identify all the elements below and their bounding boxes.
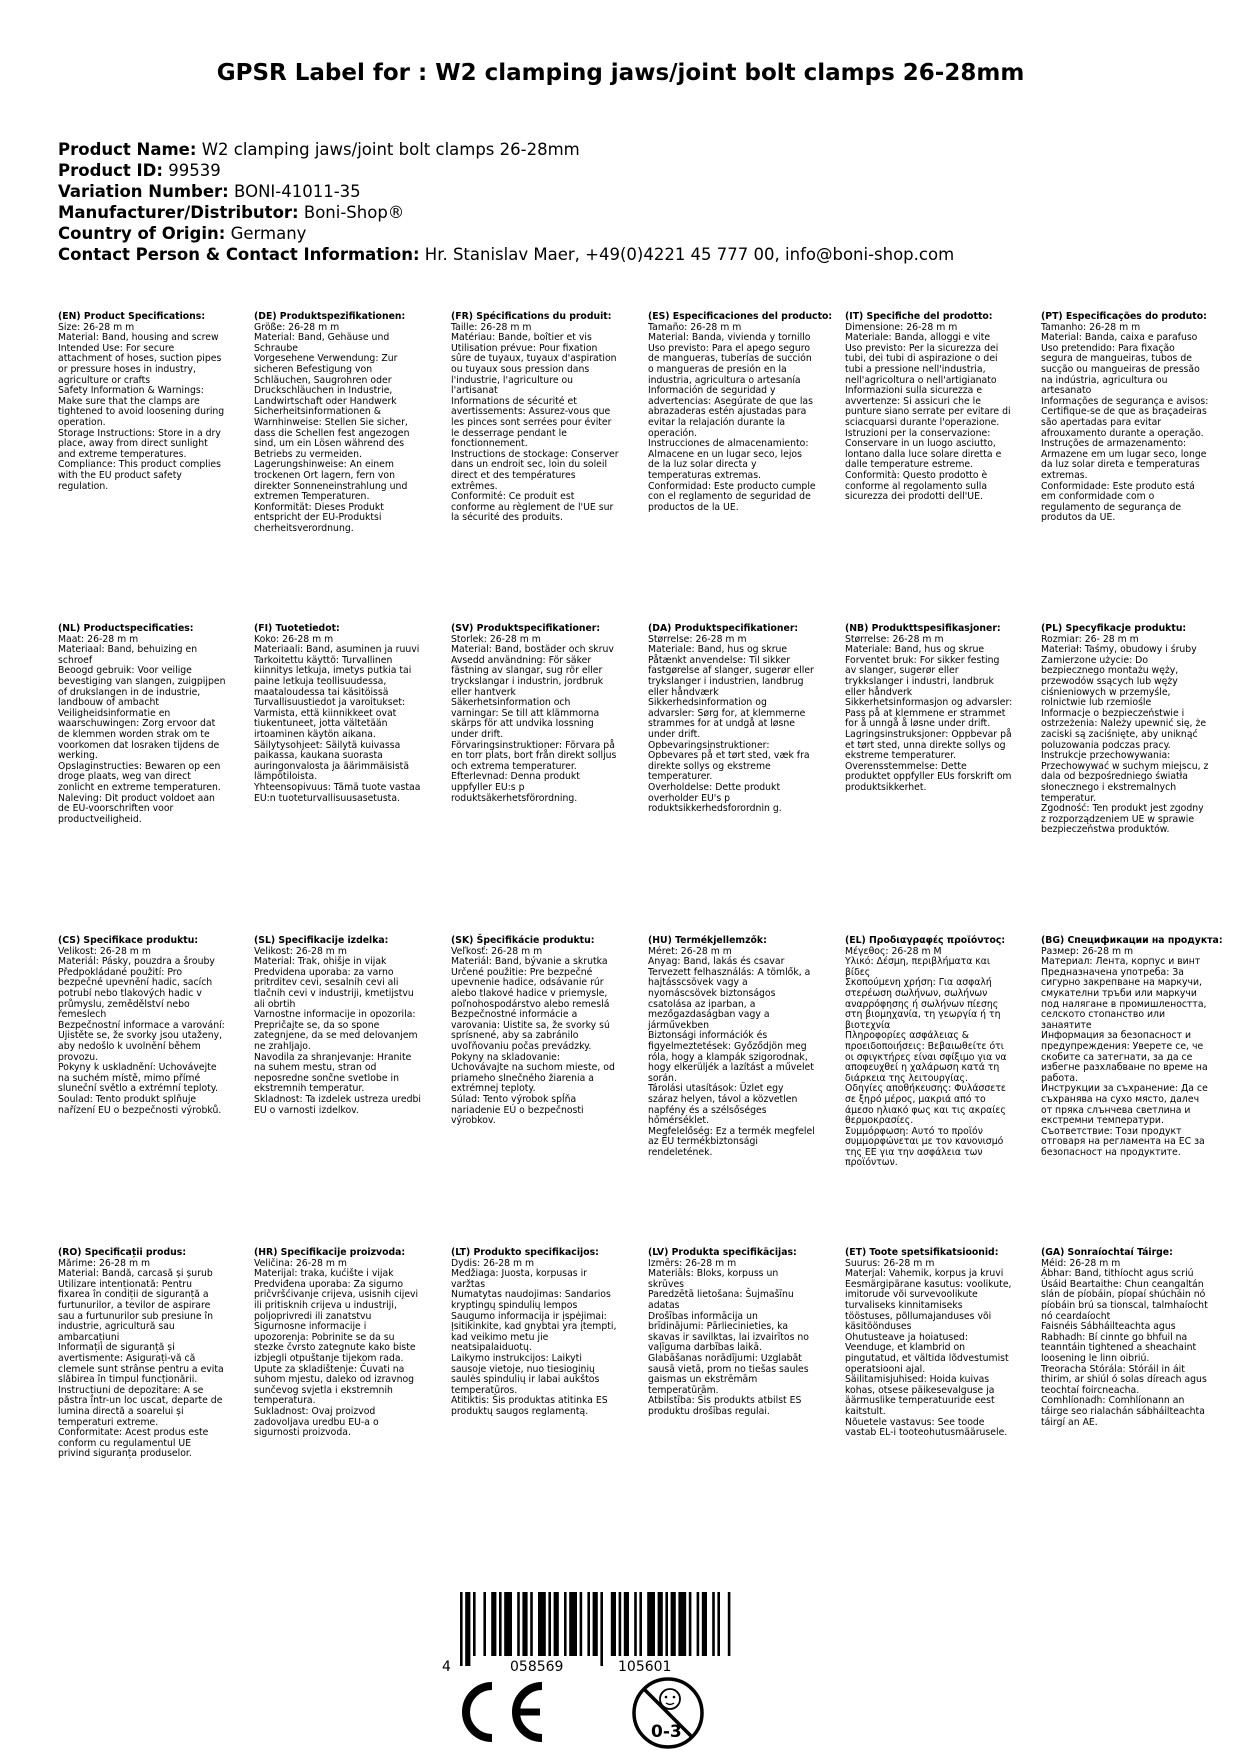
barcode-bar bbox=[647, 1592, 655, 1656]
barcode-bar bbox=[665, 1592, 668, 1656]
barcode-bar bbox=[564, 1592, 567, 1656]
spec-line: Veľkosť: 26-28 m m bbox=[451, 945, 543, 957]
spec-line: Conformitate: Acest produs este conform cu regulamentul UE privind siguranța produselor. bbox=[58, 1427, 209, 1460]
spec-line: Soulad: Tento produkt splňuje nařízení EU o bezpečnosti výrobků. bbox=[58, 1093, 222, 1116]
spec-line: Πληροφορίες ασφάλειας & προειδοποιήσεις: Βεβαιωθείτε ότι οι σφιγκτήρες είναι σφίξιμο για να αποφευχθεί η χαλάρωση κατά τη διάρκεια της λειτουργίας. bbox=[845, 1030, 1007, 1084]
spec-line: Materiał: Taśmy, obudowy i śruby bbox=[1041, 644, 1197, 656]
spec-line: Tárolási utasítások: Üzlet egy száraz helyen, távol a közvetlen napfény és a szélsőséges hőmérséklet. bbox=[648, 1083, 798, 1127]
spec-heading: (LV) Produkta specifikācijas: bbox=[648, 1247, 797, 1258]
spec-line: Predviđena uporaba: Za sigurno pričvršćivanje crijeva, usisnih cijevi ili pritisknih crijeva u industriji, poljoprivredi ili zanatstvu bbox=[254, 1278, 419, 1322]
spec-line: Materijal: traka, kućište i vijak bbox=[254, 1268, 394, 1280]
spec-line: Sicherheitsinformationen & Warnhinweise: Stellen Sie sicher, dass die Schellen fest angezogen sind, um ein Lösen während des Betriebs zu vermeiden. bbox=[254, 406, 410, 460]
spec-line: Súlad: Tento výrobok spĺňa nariadenie EÚ o bezpečnosti výrobkov. bbox=[451, 1093, 584, 1127]
barcode-bar bbox=[473, 1592, 476, 1656]
spec-heading: (FI) Tuotetiedot: bbox=[254, 623, 340, 634]
country-row bbox=[58, 223, 954, 244]
spec-line: Určené použitie: Pre bezpečné upevnenie hadice, odsávanie rúr alebo tlakové hadice v priemysle, poľnohospodárstvo alebo remeslá bbox=[451, 966, 610, 1010]
spec-line: Efterlevnad: Denna produkt uppfyller EU:s p roduktsäkerhetsförordning. bbox=[451, 771, 580, 804]
spec-heading: (DE) Produktspezifikationen: bbox=[254, 311, 406, 322]
spec-line: Informations de sécurité et avertissements: Assurez-vous que les pinces sont serrées pour éviter le desserrage pendant le fonctionnement. bbox=[451, 395, 612, 450]
barcode-bar bbox=[611, 1592, 616, 1656]
spec-line: Größe: 26-28 m m bbox=[254, 321, 340, 333]
spec-line: Съответствие: Този продукт отговаря на регламента на ЕС за безопасност на продуктите. bbox=[1041, 1125, 1205, 1158]
spec-block bbox=[845, 624, 1013, 794]
spec-line: Comhlíonadh: Comhlíonann an táirge seo rialachán sábháilteachta táirgí an AE. bbox=[1041, 1395, 1205, 1428]
manufacturer-value: Boni-Shop® bbox=[303, 203, 405, 222]
spec-line: Lagerungshinweise: An einem trockenen Ort lagern, fern von direkter Sonneneinstrahlung und extremen Temperaturen. bbox=[254, 459, 408, 503]
product-info bbox=[58, 139, 954, 265]
barcode-bar bbox=[600, 1592, 603, 1666]
spec-line: Materiāls: Bloks, korpuss un skrūves bbox=[648, 1268, 779, 1290]
spec-line: Συμμόρφωση: Αυτό το προϊόν συμμορφώνεται με τον κανονισμό της ΕΕ για την ασφάλεια των προϊόντων. bbox=[845, 1125, 1004, 1169]
spec-line: Vorgesehene Verwendung: Zur sicheren Befestigung von Schläuchen, Saugrohren oder Druckschläuchen in Industrie, Landwirtschaft oder Handwerk bbox=[254, 353, 398, 407]
barcode-bar bbox=[580, 1592, 583, 1656]
age-warning-icon bbox=[630, 1675, 706, 1751]
spec-heading: (EL) Προδιαγραφές προϊόντος: bbox=[845, 935, 1006, 946]
spec-line: Forventet bruk: For sikker festing av slanger, sugerør eller trykkslanger i industri, landbruk eller håndverk bbox=[845, 654, 1000, 698]
spec-line: Μέγεθος: 26-28 m M bbox=[845, 945, 942, 957]
spec-line: Drošības informācija un brīdinājumi: Pārliecinieties, ka skavas ir savilktas, lai izvairītos no vaļīguma darbības laikā. bbox=[648, 1310, 809, 1354]
spec-line: Méret: 26-28 m m bbox=[648, 945, 732, 957]
spec-block bbox=[845, 312, 1013, 503]
spec-heading: (CS) Specifikace produktu: bbox=[58, 935, 199, 946]
spec-line: Material: Band, bostäder och skruv bbox=[451, 644, 614, 656]
spec-line: Uso pretendido: Para fixação segura de mangueiras, tubos de sucção ou mangueiras de pressão na indústria, agricultura ou artesanato bbox=[1041, 342, 1200, 397]
spec-line: Sikkerhedsinformation og advarsler: Sørg for, at klemmerne strammes for at undgå at løsne under drift. bbox=[648, 697, 806, 740]
spec-line: Faisnéis Sábháilteachta agus Rabhadh: Bí cinnte go bhfuil na teanntáin tightened a sheachaint loosening le linn oibriú. bbox=[1041, 1321, 1197, 1364]
spec-line: Materiál: Band, bývanie a skrutka bbox=[451, 956, 608, 968]
spec-line: Tamanho: 26-28 m m bbox=[1041, 321, 1141, 333]
spec-block bbox=[254, 936, 422, 1116]
barcode-bar bbox=[717, 1592, 720, 1656]
spec-line: Paredzētā lietošana: Šujmašīnu adatas bbox=[648, 1289, 794, 1311]
spec-line: Compliance: This product complies with the EU product safety regulation. bbox=[58, 459, 221, 492]
spec-line: Pokyny k uskladnění: Uchovávejte na suchém místě, mimo přímé sluneční světlo a extrémní teploty. bbox=[58, 1062, 218, 1095]
spec-block bbox=[254, 624, 422, 804]
variation-number-value: BONI-41011-35 bbox=[234, 182, 361, 201]
spec-line: Overholdelse: Dette produkt overholder EU's p roduktsikkerhedsforordnin g. bbox=[648, 781, 782, 815]
spec-line: Laikymo instrukcijos: Laikyti sausoje vietoje, nuo tiesioginių saulės spindulių ir labai aukštos temperatūros. bbox=[451, 1352, 600, 1396]
spec-line: Material: Bandă, carcasă și șurub bbox=[58, 1268, 213, 1280]
spec-line: Navodila za shranjevanje: Hranite na suhem mestu, stran od neposredne sončne svetlobe in ekstremnih temperatur. bbox=[254, 1051, 412, 1095]
barcode-bar bbox=[697, 1592, 700, 1656]
spec-line: Instrukcje przechowywania: Przechowywać w suchym miejscu, z dala od bezpośredniego światła słonecznego i ekstremalnych temperatur. bbox=[1041, 750, 1209, 804]
barcode-bar bbox=[639, 1592, 642, 1656]
spec-line: Οδηγίες αποθήκευσης: Φυλάσσετε σε ξηρό μέρος, μακριά από το άμεσο ηλιακό φως και τις ακραίες θερμοκρασίες. bbox=[845, 1083, 1006, 1127]
spec-line: Instructions de stockage: Conserver dans un endroit sec, loin du soleil direct et des températures extrêmes. bbox=[451, 448, 619, 492]
spec-line: Material: Band, Gehäuse und Schraube bbox=[254, 332, 390, 354]
spec-heading: (LT) Produkto specifikacijos: bbox=[451, 1247, 599, 1258]
barcode-bar bbox=[491, 1592, 496, 1656]
product-id-label: Product ID: bbox=[58, 161, 163, 180]
spec-line: Size: 26-28 m m bbox=[58, 321, 135, 333]
spec-line: Anyag: Band, lakás és csavar bbox=[648, 956, 785, 968]
spec-line: Размер: 26-28 m m bbox=[1041, 945, 1134, 957]
spec-block bbox=[254, 312, 422, 534]
barcode-bar bbox=[504, 1592, 512, 1656]
barcode-bar bbox=[728, 1592, 731, 1656]
spec-line: Предназначена употреба: За сигурно закрепване на маркучи, смукателни тръби или маркучи под налягане в промишлеността, селското стопанство или занаятите bbox=[1041, 966, 1207, 1031]
spec-line: Informações de segurança e avisos: Certifique-se de que as braçadeiras são apertadas para evitar afrouxamento durante a operação. bbox=[1041, 395, 1209, 439]
country-value: Germany bbox=[230, 224, 307, 243]
spec-line: Instrucciones de almacenamiento: Almacene en un lugar seco, lejos de la luz solar directa y temperaturas extremas. bbox=[648, 438, 809, 481]
spec-line: Säilytysohjeet: Säilytä kuivassa paikassa, kaukana suorasta auringonvalosta ja äärimmäisistä lämpötiloista. bbox=[254, 739, 410, 783]
page-title: GPSR Label for : W2 clamping jaws/joint bolt clamps 26-28mm bbox=[216, 60, 1025, 86]
spec-heading: (SL) Specifikacije izdelka: bbox=[254, 935, 389, 946]
spec-block bbox=[451, 1248, 619, 1418]
spec-line: Ábhar: Band, tithíocht agus scriú bbox=[1041, 1268, 1194, 1280]
barcode-bar bbox=[712, 1592, 715, 1656]
spec-block bbox=[451, 312, 619, 524]
spec-line: Uso previsto: Para el apego seguro de mangueras, tuberías de succión o mangueras de presión en la industria, agricultura o artesanía bbox=[648, 342, 812, 386]
barcode-bar bbox=[624, 1592, 629, 1656]
spec-heading: (PL) Specyfikacje produktu: bbox=[1041, 623, 1187, 634]
product-name-label: Product Name: bbox=[58, 140, 197, 159]
spec-block bbox=[1041, 1248, 1209, 1428]
spec-block bbox=[1041, 935, 1223, 1158]
barcode-bar bbox=[593, 1592, 598, 1656]
spec-line: Materiál: Pásky, pouzdra a šrouby bbox=[58, 956, 215, 968]
spec-line: Storage Instructions: Store in a dry place, away from direct sunlight and extreme temperatures. bbox=[58, 427, 221, 460]
barcode-bar bbox=[530, 1592, 533, 1656]
spec-line: Materiaal: Band, behuizing en schroef bbox=[58, 644, 198, 666]
manufacturer-label: Manufacturer/Distributor: bbox=[58, 203, 299, 222]
spec-line: Bezpečnostné informácie a varovania: Uistite sa, že svorky sú sprísnené, aby sa zabránilo uvoľňovaniu počas prevádzky. bbox=[451, 1009, 610, 1052]
spec-block bbox=[451, 936, 619, 1127]
spec-line: Ohutusteave ja hoiatused: Veenduge, et klambrid on pingutatud, et vältida lõdvestumist operatsiooni ajal. bbox=[845, 1331, 1009, 1375]
spec-heading: (SK) Špecifikácie produktu: bbox=[451, 935, 595, 946]
spec-line: Zgodność: Ten produkt jest zgodny z rozporządzeniem UE w sprawie bezpieczeństwa produktów. bbox=[1041, 803, 1204, 836]
spec-line: Informații de siguranță și avertismente: Asigurați-vă că clemele sunt strânse pentru a evita slăbirea în timpul funcționării. bbox=[58, 1342, 224, 1386]
spec-line: Velikost: 26-28 m m bbox=[254, 945, 347, 957]
spec-line: Intended Use: For secure attachment of hoses, suction pipes or pressure hoses in industry, agriculture or crafts bbox=[58, 342, 222, 386]
barcode-bar bbox=[658, 1592, 663, 1656]
variation-number-label: Variation Number: bbox=[58, 182, 229, 201]
spec-line: Taille: 26-28 m m bbox=[451, 321, 532, 333]
spec-line: Turvallisuustiedot ja varoitukset: Varmista, että kiinnikkeet ovat tiukentuneet, jotta vältetään irtoaminen käytön aikana. bbox=[254, 697, 406, 740]
spec-line: Opbevaringsinstruktioner: Opbevares på et tørt sted, væk fra direkte sollys og ekstreme temperaturer. bbox=[648, 739, 810, 783]
spec-line: Safety Information & Warnings: Make sure that the clamps are tightened to avoid loosening during operation. bbox=[58, 385, 225, 428]
spec-heading: (NL) Productspecificaties: bbox=[58, 623, 194, 634]
spec-line: Beoogd gebruik: Voor veilige bevestiging van slangen, zuigpijpen of drukslangen in de industrie, landbouw of ambacht bbox=[58, 665, 226, 709]
spec-line: Velikost: 26-28 m m bbox=[58, 945, 151, 957]
spec-line: Sigurnosne informacije i upozorenja: Pobrinite se da su stezke čvrsto zategnute kako biste izbjegli otpuštanje tijekom rada. bbox=[254, 1321, 416, 1364]
spec-line: Méid: 26-28 m m bbox=[1041, 1257, 1121, 1269]
barcode-bar bbox=[460, 1592, 463, 1666]
barcode-bar bbox=[587, 1592, 590, 1656]
spec-line: Materjal: Vahemik, korpus ja kruvi bbox=[845, 1268, 1004, 1280]
contact-label: Contact Person & Contact Information: bbox=[58, 245, 420, 264]
barcode-bar bbox=[689, 1592, 692, 1656]
spec-line: Størrelse: 26-28 m m bbox=[845, 633, 944, 645]
spec-heading: (EN) Product Specifications: bbox=[58, 311, 206, 322]
spec-heading: (HU) Termékjellemzők: bbox=[648, 935, 767, 946]
spec-block bbox=[58, 1248, 226, 1460]
barcode-bar bbox=[678, 1592, 686, 1656]
barcode-digit-lead: 4 bbox=[442, 1659, 451, 1674]
barcode bbox=[438, 1590, 746, 1674]
spec-line: Atbilstība: Šis produkts atbilst ES produktu drošības regulai. bbox=[648, 1395, 802, 1417]
spec-line: Tamaño: 26-28 m m bbox=[648, 321, 742, 333]
spec-line: Předpokládané použití: Pro bezpečné upevnění hadic, sacích potrubí nebo tlakových hadic v průmyslu, zemědělství nebo řemeslech bbox=[58, 966, 213, 1021]
spec-line: Glabāšanas norādījumi: Uzglabāt sausā vietā, prom no tiešas saules gaismas un ekstrēmām temperatūrām. bbox=[648, 1352, 809, 1396]
spec-line: Treoracha Stórála: Stóráil in áit thirim, ar shiúl ó solas díreach agus teochtaí foircneacha. bbox=[1041, 1363, 1207, 1396]
spec-line: Material: Band, housing and screw bbox=[58, 332, 219, 344]
spec-heading: (BG) Спецификации на продукта: bbox=[1041, 935, 1223, 946]
spec-line: Overensstemmelse: Dette produktet oppfyller EUs forskrift om produktsikkerhet. bbox=[845, 760, 1012, 793]
spec-line: Materiale: Band, hus og skrue bbox=[845, 644, 985, 656]
spec-heading: (ET) Toote spetsifikatsioonid: bbox=[845, 1247, 999, 1258]
spec-block bbox=[648, 311, 833, 513]
spec-line: Informazioni sulla sicurezza e avvertenze: Si assicuri che le punture siano serrate per evitare di sciacquarsi durante l'operazione. bbox=[845, 385, 1011, 428]
spec-line: Dimensione: 26-28 m m bbox=[845, 321, 958, 333]
spec-line: Σκοπούμενη χρήση: Για ασφαλή στερέωση σωλήνων, σωλήνων αναρρόφησης ή σωλήνων πίεσης στη βιομηχανία, τη γεωργία ή τη βιοτεχνία bbox=[845, 977, 1001, 1031]
barcode-bar bbox=[522, 1592, 527, 1656]
spec-heading: (NB) Produkttspesifikasjoner: bbox=[845, 623, 1001, 634]
spec-line: Material: Trak, ohišje in vijak bbox=[254, 956, 387, 968]
spec-line: Säilitamisjuhised: Hoida kuivas kohas, otsese päikesevalguse ja äärmuslike temperatuuride eest kaitstult. bbox=[845, 1374, 995, 1417]
spec-line: Naleving: Dit product voldoet aan de EU-voorschriften voor productveiligheid. bbox=[58, 792, 215, 825]
spec-line: Atitiktis: Šis produktas atitinka ES produktų saugos reglamentą. bbox=[451, 1395, 608, 1417]
spec-heading: (HR) Specifikacije proizvoda: bbox=[254, 1247, 406, 1258]
barcode-bar bbox=[483, 1592, 486, 1656]
barcode-bars bbox=[460, 1592, 730, 1666]
spec-line: Størrelse: 26-28 m m bbox=[648, 633, 747, 645]
spec-line: Bezpečnostní informace a varování: Ujistěte se, že svorky jsou utaženy, aby nedošlo k uvolnění během provozu. bbox=[58, 1019, 225, 1063]
spec-block bbox=[1041, 624, 1209, 836]
spec-line: Biztonsági információk és figyelmeztetések: Győződjön meg róla, hogy a klampák szigorodnak, hogy elkerüljék a lazítást a művelet során. bbox=[648, 1030, 814, 1084]
spec-line: Opslaginstructies: Bewaren op een droge plaats, weg van direct zonlicht en extreme temperaturen. bbox=[58, 760, 221, 793]
spec-line: Maat: 26-28 m m bbox=[58, 633, 139, 645]
spec-line: Pokyny na skladovanie: Uchovávajte na suchom mieste, od priameho slnečného žiarenia a extrémnej teploty. bbox=[451, 1051, 615, 1095]
spec-line: Dydis: 26-28 m m bbox=[451, 1257, 535, 1269]
spec-line: Conformidade: Este produto está em conformidade com o regulamento de segurança de produtos da UE. bbox=[1041, 480, 1195, 524]
spec-line: Skladnost: Ta izdelek ustreza uredbi EU o varnosti izdelkov. bbox=[254, 1093, 422, 1116]
spec-line: Varnostne informacije in opozorila: Prepričajte se, da so spone zategnjene, da se med delovanjem ne zrahljajo. bbox=[254, 1009, 418, 1052]
baby-face-icon bbox=[660, 1689, 680, 1709]
barcode-bar bbox=[569, 1592, 577, 1656]
spec-heading: (DA) Produktspecifikationer: bbox=[648, 623, 799, 634]
spec-line: Säkerhetsinformation och varningar: Se till att klämmorna skärps för att undvika lossning under drift. bbox=[451, 697, 600, 740]
product-name-value: W2 clamping jaws/joint bolt clamps 26-28mm bbox=[201, 140, 580, 159]
spec-line: Mărime: 26-28 m m bbox=[58, 1257, 151, 1269]
spec-line: Veiligheidsinformatie en waarschuwingen: Zorg ervoor dat de klemmen worden strak om te voorkomen dat losraken tijdens de werking. bbox=[58, 707, 220, 762]
product-id-value: 99539 bbox=[168, 161, 221, 180]
barcode-bar bbox=[499, 1592, 502, 1656]
spec-line: Förvaringsinstruktioner: Förvara på en torr plats, bort från direkt solljus och extrema temperaturer. bbox=[451, 739, 617, 772]
spec-line: Material: Banda, vivienda y tornillo bbox=[648, 332, 811, 344]
spec-block bbox=[451, 624, 619, 804]
spec-line: Tarkoitettu käyttö: Turvallinen kiinnitys letkuja, imetys putkia tai paine letkuja teollisuudessa, maataloudessa tai käsitöissä bbox=[254, 654, 412, 698]
spec-line: Sukladnost: Ovaj proizvod zadovoljava uredbu EU-a o sigurnosti proizvoda. bbox=[254, 1405, 379, 1439]
spec-line: Matériau: Bande, boîtier et vis bbox=[451, 332, 592, 344]
spec-line: Eesmärgipärane kasutus: voolikute, imitorude või survevoolikute turvaliseks kinnitamiseks tööstuses, põllumajanduses või käsitöönduses bbox=[845, 1278, 1012, 1333]
spec-line: Zamierzone użycie: Do bezpiecznego montażu węży, przewodów ssących lub węży ciśnieniowych w przemyśle, rolnictwie lub rzemiośle bbox=[1041, 654, 1179, 709]
spec-line: Material: Banda, caixa e parafuso bbox=[1041, 332, 1198, 344]
barcode-bar bbox=[465, 1592, 470, 1666]
variation-number-row bbox=[58, 181, 954, 202]
spec-line: Tervezett felhasználás: A tömlők, a hajtásscsövek vagy a nyomáscsövek biztonságos csatolása az iparban, a mezőgazdaságban vagy a járművekben bbox=[648, 966, 811, 1031]
spec-block bbox=[648, 936, 816, 1158]
spec-line: Информация за безопасност и предупреждения: Уверете се, че скобите са затегнати, за да се избегне разхлабване по време на работа. bbox=[1041, 1030, 1208, 1084]
spec-heading: (FR) Spécifications du produit: bbox=[451, 311, 612, 322]
spec-line: Saugumo informacija ir įspėjimai: Įsitikinkite, kad gnybtai yra įtempti, kad veikimo metu jie neatsipalaiduotų. bbox=[451, 1310, 617, 1354]
product-name-row bbox=[58, 139, 954, 160]
spec-line: Nõuetele vastavus: See toode vastab EL-i tooteohutusmäärusele. bbox=[845, 1416, 1008, 1439]
barcode-bar bbox=[554, 1592, 559, 1656]
barcode-bar bbox=[538, 1592, 546, 1656]
spec-line: Conformidad: Este producto cumple con el reglamento de seguridad de productos de la UE. bbox=[648, 480, 816, 513]
spec-line: Sikkerhetsinformasjon og advarsler: Pass på at klemmene er strammet for å unngå å løsne under drift. bbox=[845, 697, 1013, 730]
spec-block bbox=[58, 312, 226, 492]
barcode-digits-left: 058569 bbox=[510, 1659, 564, 1674]
spec-line: Materiaali: Band, asuminen ja ruuvi bbox=[254, 644, 420, 656]
spec-line: Megfelelőség: Ez a termék megfelel az EU termékbiztonsági rendeletének. bbox=[648, 1125, 815, 1158]
age-range-label: 0-3 bbox=[651, 1722, 682, 1742]
country-label: Country of Origin: bbox=[58, 224, 226, 243]
barcode-bar bbox=[619, 1592, 622, 1656]
spec-heading: (ES) Especificaciones del producto: bbox=[648, 311, 833, 322]
spec-line: Материал: Лента, корпус и винт bbox=[1041, 956, 1201, 968]
spec-line: Materiale: Band, hus og skrue bbox=[648, 644, 788, 656]
manufacturer-row bbox=[58, 202, 954, 223]
spec-heading: (RO) Specificații produs: bbox=[58, 1247, 187, 1258]
barcode-bar bbox=[634, 1592, 637, 1656]
spec-line: Materiale: Banda, alloggi e vite bbox=[845, 332, 991, 344]
spec-heading: (SV) Produktspecifikationer: bbox=[451, 623, 601, 634]
spec-heading: (PT) Especificações do produto: bbox=[1041, 311, 1207, 322]
spec-line: Veličina: 26-28 m m bbox=[254, 1257, 347, 1269]
spec-block bbox=[254, 1248, 422, 1439]
spec-line: Lagringsinstruksjoner: Oppbevar på et tørt sted, unna direkte sollys og ekstreme temperaturer. bbox=[845, 728, 1012, 762]
spec-line: Uso previsto: Per la sicurezza dei tubi, dei tubi di aspirazione o dei tubi a pressione nell'industria, nell'agricoltura o nell'artigianato bbox=[845, 342, 999, 386]
spec-block bbox=[58, 936, 226, 1116]
spec-line: Konformität: Dieses Produkt entspricht der EU-Produktsi cherheitsverordnung. bbox=[254, 501, 384, 534]
spec-line: Utilizare intenționată: Pentru fixarea în condiții de siguranță a furtunurilor, a tevilor de aspirare sau a furtunurilor sub presiune în industrie, agricultură sau ambarcațiuni bbox=[58, 1278, 213, 1343]
spec-line: Conformité: Ce produit est conforme au règlement de l'UE sur la sécurité des produits. bbox=[451, 491, 614, 524]
spec-line: Yhteensopivuus: Tämä tuote vastaa EU:n tuoteturvallisuusasetusta. bbox=[254, 781, 421, 804]
spec-line: Påtænkt anvendelse: Til sikker fastgørelse af slanger, sugerør eller trykslanger i industrien, landbrug eller håndværk bbox=[648, 654, 814, 698]
spec-line: Izmērs: 26-28 m m bbox=[648, 1257, 737, 1269]
spec-heading: (IT) Specifiche del prodotto: bbox=[845, 311, 993, 322]
spec-line: Utilisation prévue: Pour fixation sûre de tuyaux, tuyaux d'aspiration ou tuyaux sous pression dans l'industrie, l'agriculture ou l'artisanat bbox=[451, 342, 617, 397]
spec-line: Υλικό: Δέσμη, περιβλήματα και βίδες bbox=[845, 956, 991, 978]
spec-block bbox=[845, 936, 1013, 1169]
spec-line: Koko: 26-28 m m bbox=[254, 633, 334, 645]
spec-line: Numatytas naudojimas: Sandarios kryptingų spindulių lempos bbox=[451, 1289, 611, 1311]
spec-line: Instruções de armazenamento: Armazene em um lugar seco, longe da luz solar direta e temperaturas extremas. bbox=[1041, 438, 1207, 481]
barcode-bar bbox=[517, 1592, 520, 1656]
spec-line: Instrucțiuni de depozitare: A se păstra într-un loc uscat, departe de lumina directă a soarelui și temperaturi extreme. bbox=[58, 1384, 223, 1428]
spec-heading: (GA) Sonraíochtaí Táirge: bbox=[1041, 1247, 1173, 1258]
spec-line: Informacje o bezpieczeństwie i ostrzeżenia: Należy upewnić się, że zaciski są zaciśnięte, aby uniknąć poluzowania podczas pracy. bbox=[1041, 707, 1207, 751]
spec-line: Conformità: Questo prodotto è conforme al regolamento sulla sicurezza dei prodotti dell'UE. bbox=[845, 469, 988, 503]
spec-block bbox=[648, 624, 816, 815]
contact-value: Hr. Stanislav Maer, +49(0)4221 45 777 00, info@boni-shop.com bbox=[424, 245, 955, 264]
spec-line: Medžiaga: Juosta, korpusas ir varžtas bbox=[451, 1268, 588, 1290]
spec-line: Инструкции за съхранение: Да се съхранява на сухо място, далеч от пряка слънчева светлина и екстремни температури. bbox=[1041, 1083, 1208, 1127]
spec-line: Avsedd användning: För säker fästning av slangar, sug rör eller tryckslangar i industrin, jordbruk eller hantverk bbox=[451, 654, 604, 698]
contact-row bbox=[58, 244, 954, 265]
barcode-bar bbox=[548, 1592, 551, 1656]
spec-line: Istruzioni per la conservazione: Conservare in un luogo asciutto, lontano dalla luce solare diretta e dalle temperature estreme. bbox=[845, 427, 1002, 471]
spec-block bbox=[1041, 312, 1209, 524]
barcode-digits-right: 105601 bbox=[618, 1659, 672, 1674]
product-id-row bbox=[58, 160, 954, 181]
spec-line: Suurus: 26-28 m m bbox=[845, 1257, 935, 1269]
spec-block bbox=[845, 1248, 1013, 1439]
spec-block bbox=[58, 624, 226, 825]
spec-line: Úsáid Beartaithe: Chun ceangaltán slán de píobáin, píopaí shúcháin nó píobáin brú sa tionscal, talmhaíocht nó ceardaíocht bbox=[1041, 1278, 1208, 1322]
spec-line: Storlek: 26-28 m m bbox=[451, 633, 541, 645]
spec-line: Rozmiar: 26- 28 m m bbox=[1041, 633, 1139, 645]
spec-block bbox=[648, 1248, 816, 1418]
ce-mark-icon bbox=[454, 1680, 550, 1744]
barcode-bar bbox=[671, 1592, 676, 1656]
barcode-bar bbox=[702, 1592, 707, 1656]
spec-line: Upute za skladištenje: Čuvati na suhom mjestu, daleko od izravnog sunčevog svjetla i ekstremnih temperatura. bbox=[254, 1363, 415, 1407]
spec-line: Predvidena uporaba: za varno pritrditev cevi, sesalnih cevi ali tlačnih cevi v industriji, kmetijstvu ali obrtih bbox=[254, 966, 414, 1010]
spec-line: Información de seguridad y advertencias: Asegúrate de que las abrazaderas estén ajustadas para evitar la relajación durante la operación. bbox=[648, 385, 813, 439]
